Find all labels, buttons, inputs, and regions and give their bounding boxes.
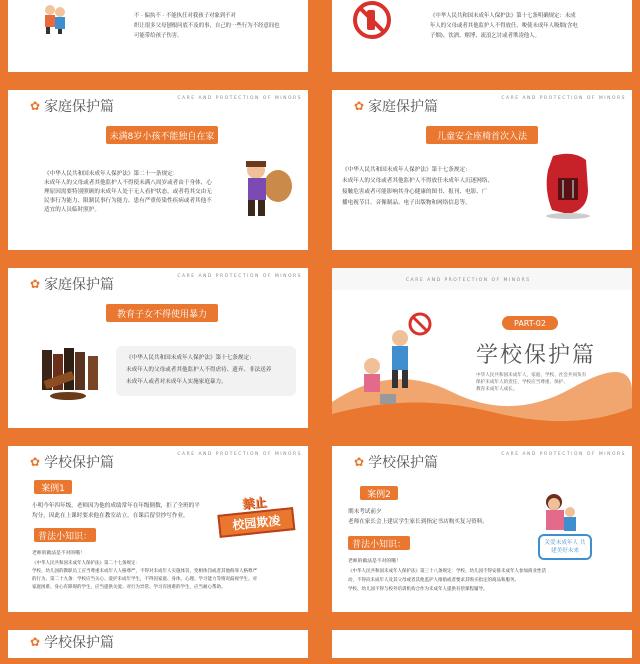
case-pill: 案例1 — [34, 480, 72, 494]
no-smoking-icon — [352, 0, 392, 40]
chef-icon: ✿ — [354, 99, 365, 113]
s1-text-3: 可能带给孩子伤害。 — [134, 33, 183, 39]
law-line-1: 《中华人民共和国未成年人保护法》第二十一条规定： — [44, 171, 179, 177]
case-line-2: 均分，因此在上课时要求他在教室站立，在课后留堂抄写作业。 — [32, 513, 189, 519]
case-line-1: 小明今年四年级，老师因为他的成绩常年在年级倒数，拒了全班的平 — [32, 503, 200, 509]
chef-icon: ✿ — [354, 455, 365, 469]
law-line-1: 《中华人民共和国未成年人保护法》第二十七条规定： — [32, 561, 140, 566]
slide-subtitle-en: CARE AND PROTECTION OF MINORS — [177, 274, 302, 279]
case-line-1: 期末考试前夕 — [348, 509, 382, 515]
slide-10[interactable] — [326, 624, 638, 664]
bullying-illustration — [350, 310, 450, 410]
slide-8[interactable] — [326, 440, 638, 618]
law-line-3: 学校、幼儿园不得与校外培训机构合作为未成年人提供有偿课程辅导。 — [348, 587, 488, 592]
law-line-5: 适宜的人员临时照护。 — [44, 207, 100, 213]
mother-child-illustration — [536, 490, 586, 540]
slide-4[interactable] — [326, 84, 638, 256]
slide-subtitle-en: CARE AND PROTECTION OF MINORS — [177, 452, 302, 457]
car-seat-illustration — [538, 150, 608, 220]
slide-title — [354, 452, 438, 472]
slide-title-text: 家庭保护篇 — [44, 99, 115, 115]
stamp-line-1: 禁止 — [241, 494, 267, 512]
s1-text-2: 织让很多父母刨根问底不及的事，自己的一些行为不经意间也 — [134, 23, 280, 29]
chef-icon: ✿ — [30, 277, 41, 291]
section-desc-3: 教育未成年人成长。 — [476, 387, 518, 392]
law-line-1: 《中华人民共和国未成年人保护法》第十七条规定： — [126, 355, 255, 361]
law-line-4: 家庭困难、身心有障碍的学生，应当提供关爱；对行为异常、学习有困难的学生，应当耐心帮助。 — [32, 585, 226, 590]
topic-pill: 教育子女不得使用暴力 — [106, 304, 218, 322]
slide-subtitle-en: CARE AND PROTECTION OF MINORS — [177, 96, 302, 101]
law-line-2: 未成年人的父母或者其他监护人不得虐待、遗弃、非法送养 — [126, 367, 272, 373]
law-line-2: 动，不得向未成年人及其父母或者其他监护人推销或者要求其购买指定的商品和服务。 — [348, 578, 519, 583]
answer-text: 老师的做法是不对的哦！ — [32, 551, 85, 556]
s2-text-1: 《中华人民共和国未成年人保护法》第十七条明确规定：未成 — [430, 13, 576, 19]
law-line-4: 民事行为能力、限制民事行为能力、患有严重传染性疾病或者其他不 — [44, 198, 212, 204]
slide-2[interactable] — [326, 0, 638, 78]
slide-title — [354, 96, 438, 116]
slide-3[interactable] — [2, 84, 314, 256]
law-line-2: 未成年人的父母或者其他监护人不得使未满八周岁或者由于身体、心 — [44, 180, 212, 186]
law-line-1: 《中华人民共和国未成年人保护法》第三十八条规定：学校、幼儿园不得安排未成年人参加商业性活 — [348, 569, 546, 574]
thief-illustration — [238, 156, 294, 218]
s2-text-2: 年人的父母或者其他监护人不得放任、唆使未成年人吸烟(含电 — [430, 23, 578, 29]
chef-icon: ✿ — [30, 635, 41, 649]
section-desc-2: 保护未成年人的责任，学校应当尊重、保护、 — [476, 380, 568, 385]
stamp-line-2: 校园欺凌 — [217, 507, 295, 538]
slide-1[interactable] — [2, 0, 314, 78]
knowledge-pill: 普法小知识： — [348, 536, 410, 550]
slide-9[interactable] — [2, 624, 314, 664]
law-line-3: 的行为。第二十九条：学校应当关心、爱护未成年学生，不得因家庭、身体、心理、学习能力等情况歧视学生。对 — [32, 577, 257, 582]
slide-subtitle-en: CARE AND PROTECTION OF MINORS — [406, 278, 531, 283]
slide-frame — [326, 624, 638, 664]
topic-pill: 未满8岁小孩不能独自在家 — [106, 126, 218, 144]
slide-title-text: 学校保护篇 — [44, 635, 115, 651]
slide-5[interactable] — [2, 262, 314, 434]
slide-title — [30, 96, 114, 116]
case-pill: 案例2 — [360, 486, 398, 500]
slide-subtitle-en: CARE AND PROTECTION OF MINORS — [501, 96, 626, 101]
care-badge: 关爱未成年人 共建美好未来 — [538, 534, 592, 560]
slide-title — [30, 452, 114, 472]
slide-title-text: 家庭保护篇 — [368, 99, 439, 115]
answer-text: 老师的做法是不对的哦！ — [348, 559, 401, 564]
s2-text-3: 子烟)、饮酒、赌博、流浪乞讨或者欺凌他人。 — [430, 33, 540, 39]
slide-7[interactable] — [2, 440, 314, 618]
law-line-1: 《中华人民共和国未成年人保护法》第十七条规定： — [342, 167, 471, 173]
slide-title — [30, 274, 114, 294]
slide-6[interactable] — [326, 262, 638, 434]
section-title: 学校保护篇 — [476, 343, 597, 368]
slide-subtitle-en: CARE AND PROTECTION OF MINORS — [501, 452, 626, 457]
section-desc-1: 中华人民共和国未成年人，家庭、学校、社会共同负有 — [476, 373, 587, 378]
case-line-2: 老师在家长会上建议学生家长到指定书店购买复习资料。 — [348, 519, 488, 525]
slide-title — [30, 632, 114, 652]
chef-icon: ✿ — [30, 455, 41, 469]
law-line-3: 未成年人或者对未成年人实施家庭暴力。 — [126, 379, 227, 385]
part-badge: PART-02 — [502, 316, 558, 330]
law-line-3: 接触危害或者可能影响其身心健康的图书、报刊、电影、广 — [342, 189, 488, 195]
slide-title-text: 家庭保护篇 — [44, 277, 115, 293]
slide-title-text: 学校保护篇 — [44, 455, 115, 471]
topic-pill: 儿童安全座椅首次入法 — [426, 126, 538, 144]
law-line-2: 未成年人的父母或者其他监护人不得放任未成年人沉迷网络、 — [342, 178, 494, 184]
law-line-4: 播电视节目、音像制品、电子出版物和网络信息等。 — [342, 200, 471, 206]
knowledge-pill: 普法小知识： — [34, 528, 96, 542]
gavel-books-illustration — [38, 346, 108, 400]
law-line-3: 理原因需要特别照顾的未成年人处于无人看护状态，或者将其交由无 — [44, 189, 212, 195]
law-line-2: 学校、幼儿园的教职员工应当尊重未成年人人格尊严，不得对未成年人实施体罚、变相体罚或者其他侮辱人格尊严 — [32, 569, 257, 574]
kids-illustration — [42, 2, 68, 34]
chef-icon: ✿ — [30, 99, 41, 113]
slide-title-text: 学校保护篇 — [368, 455, 439, 471]
s1-text-1: 不 · 偏执不 · 不能执任对我孩子对象到不对 — [134, 13, 236, 19]
anti-bullying-stamp — [216, 490, 297, 548]
